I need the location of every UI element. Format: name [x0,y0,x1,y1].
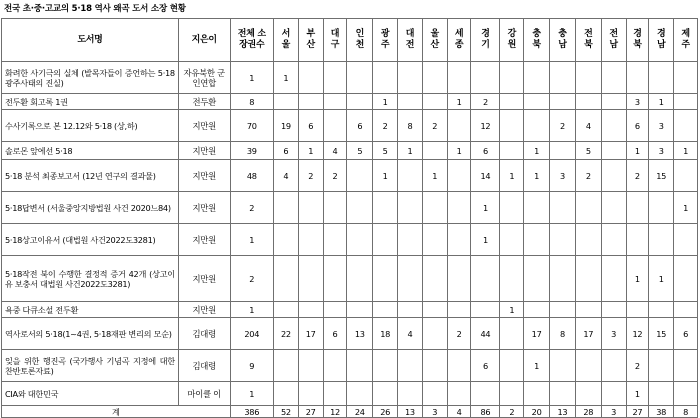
region-count-cell [524,62,550,94]
region-count-cell [674,110,698,142]
region-count-cell: 15 [649,160,674,192]
region-total-cell: 52 [273,406,298,418]
region-count-cell [323,302,347,318]
author-cell: 자유북한 군인연합 [178,62,230,94]
region-count-cell [422,62,447,94]
region-count-cell [500,110,524,142]
region-count-cell [575,192,601,224]
region-count-cell [273,192,298,224]
table-row [2,192,698,224]
header-region: 경남 [649,19,674,62]
region-count-cell [674,350,698,382]
region-total-cell: 86 [471,406,500,418]
region-count-cell [298,350,323,382]
author-cell: 지만원 [178,192,230,224]
region-count-cell [347,192,373,224]
author-cell: 김대령 [178,318,230,350]
total-label: 계 [2,406,231,418]
total-count-cell: 1 [230,382,273,406]
region-count-cell: 44 [471,318,500,350]
region-count-cell [323,224,347,256]
region-count-cell [601,142,626,160]
region-count-cell [422,94,447,110]
table-row [2,142,698,160]
region-count-cell [471,302,500,318]
region-count-cell [422,350,447,382]
region-count-cell [422,318,447,350]
region-count-cell [273,302,298,318]
region-count-cell [323,256,347,302]
header-region: 경기 [471,19,500,62]
region-count-cell [323,350,347,382]
header-author: 지은이 [178,19,230,62]
book-title-cell: 역사로서의 5·18(1~4권, 5·18재판 변리의 모순) [2,318,179,350]
region-count-cell: 2 [323,160,347,192]
region-count-cell [626,302,649,318]
region-count-cell: 1 [471,192,500,224]
region-total-cell: 12 [323,406,347,418]
region-count-cell: 3 [626,94,649,110]
header-region: 서울 [273,19,298,62]
region-total-cell: 4 [447,406,471,418]
region-count-cell: 4 [273,160,298,192]
region-count-cell [674,224,698,256]
total-count-cell: 70 [230,110,273,142]
region-count-cell [447,110,471,142]
region-count-cell [674,94,698,110]
region-count-cell [398,94,423,110]
header-region: 대구 [323,19,347,62]
header-region: 전북 [575,19,601,62]
region-count-cell [298,224,323,256]
region-count-cell: 1 [422,160,447,192]
region-count-cell [524,110,550,142]
region-count-cell: 2 [422,110,447,142]
region-count-cell: 6 [323,318,347,350]
region-count-cell [298,302,323,318]
region-count-cell [447,302,471,318]
region-count-cell: 8 [398,110,423,142]
region-count-cell: 3 [649,110,674,142]
region-count-cell: 4 [575,110,601,142]
region-count-cell: 4 [398,318,423,350]
region-count-cell [601,110,626,142]
region-count-cell: 6 [347,110,373,142]
region-count-cell [601,302,626,318]
region-count-cell [601,350,626,382]
region-count-cell [500,350,524,382]
grand-total-cell: 386 [230,406,273,418]
region-count-cell [550,142,576,160]
region-count-cell [500,142,524,160]
region-total-cell: 2 [500,406,524,418]
region-count-cell [273,224,298,256]
region-count-cell: 6 [273,142,298,160]
region-count-cell [550,350,576,382]
region-count-cell [298,192,323,224]
region-count-cell [447,62,471,94]
region-count-cell [422,142,447,160]
region-count-cell: 1 [626,382,649,406]
region-count-cell: 1 [524,350,550,382]
author-cell: 지만원 [178,302,230,318]
region-count-cell [273,94,298,110]
region-count-cell [500,94,524,110]
region-count-cell [447,224,471,256]
region-count-cell: 1 [626,256,649,302]
region-count-cell [447,350,471,382]
region-count-cell [649,350,674,382]
region-count-cell [298,94,323,110]
author-cell: 지만원 [178,110,230,142]
book-title-cell: 화려한 사기극의 실체 (발목자들이 증언하는 5·18 광주사태의 진실) [2,62,179,94]
table-row [2,94,698,110]
region-count-cell: 1 [273,62,298,94]
region-count-cell [575,256,601,302]
region-count-cell [323,192,347,224]
region-count-cell [471,62,500,94]
author-cell: 지만원 [178,160,230,192]
region-count-cell [524,224,550,256]
region-count-cell [601,94,626,110]
header-region: 광주 [373,19,398,62]
region-count-cell: 2 [471,94,500,110]
region-count-cell: 2 [447,318,471,350]
header-region: 전남 [601,19,626,62]
region-count-cell [575,62,601,94]
region-count-cell [626,192,649,224]
region-total-cell: 27 [298,406,323,418]
region-count-cell [398,62,423,94]
table-row [2,256,698,302]
region-count-cell [674,256,698,302]
region-count-cell: 2 [626,160,649,192]
region-count-cell [626,224,649,256]
region-count-cell: 1 [500,160,524,192]
region-count-cell [347,160,373,192]
region-count-cell [524,302,550,318]
header-region: 울산 [422,19,447,62]
region-count-cell: 1 [373,94,398,110]
region-count-cell [649,62,674,94]
region-count-cell [601,224,626,256]
region-count-cell [601,62,626,94]
region-count-cell [550,192,576,224]
region-count-cell [674,302,698,318]
region-count-cell [500,318,524,350]
region-count-cell [373,192,398,224]
region-total-cell: 28 [575,406,601,418]
region-count-cell: 2 [298,160,323,192]
region-count-cell [649,302,674,318]
table-row [2,350,698,382]
region-count-cell: 2 [626,350,649,382]
book-title-cell: 5·18상고이유서 (대법원 사건2022도3281) [2,224,179,256]
region-count-cell [347,94,373,110]
header-total: 전체 소장권수 [230,19,273,62]
total-count-cell: 39 [230,142,273,160]
region-count-cell: 1 [524,160,550,192]
region-count-cell: 22 [273,318,298,350]
book-title-cell: 5·18 분석 최종보고서 (12년 연구의 결과물) [2,160,179,192]
region-count-cell: 2 [373,110,398,142]
header-row [2,19,698,62]
region-count-cell [601,192,626,224]
region-total-cell: 26 [373,406,398,418]
total-count-cell: 1 [230,224,273,256]
region-count-cell: 17 [575,318,601,350]
region-count-cell [298,62,323,94]
region-count-cell [398,224,423,256]
header-book: 도서명 [2,19,179,62]
region-count-cell [447,192,471,224]
region-count-cell [422,302,447,318]
author-cell: 지만원 [178,224,230,256]
book-title-cell: 5·18작전 북이 수행한 결정적 증거 42개 (상고이유 보충서 대법원 사건2022도3281) [2,256,179,302]
region-count-cell: 1 [398,142,423,160]
region-total-cell: 13 [550,406,576,418]
region-count-cell [471,256,500,302]
region-count-cell: 17 [298,318,323,350]
region-count-cell [626,62,649,94]
region-count-cell [422,224,447,256]
region-count-cell: 6 [471,350,500,382]
author-cell: 지만원 [178,142,230,160]
region-count-cell: 8 [550,318,576,350]
table-row [2,62,698,94]
region-count-cell: 6 [471,142,500,160]
author-cell: 마이클 이 [178,382,230,406]
total-row [2,406,698,418]
header-region: 부산 [298,19,323,62]
book-title-cell: 욕중 다큐소설 전두환 [2,302,179,318]
region-count-cell [447,160,471,192]
total-count-cell: 8 [230,94,273,110]
author-cell: 김대령 [178,350,230,382]
region-count-cell: 1 [626,142,649,160]
region-count-cell: 1 [447,94,471,110]
region-count-cell: 15 [649,318,674,350]
region-count-cell [373,350,398,382]
region-count-cell [422,256,447,302]
region-count-cell [601,160,626,192]
book-title-cell: CIA와 대한민국 [2,382,179,406]
header-region: 충북 [524,19,550,62]
region-count-cell: 17 [524,318,550,350]
region-count-cell [524,256,550,302]
region-count-cell [347,350,373,382]
header-region: 충남 [550,19,576,62]
book-holdings-table [1,18,698,418]
region-total-cell: 13 [398,406,423,418]
region-count-cell [398,192,423,224]
region-count-cell [398,160,423,192]
total-count-cell: 204 [230,318,273,350]
region-total-cell: 24 [347,406,373,418]
region-count-cell [373,302,398,318]
region-count-cell [347,224,373,256]
region-count-cell [323,110,347,142]
region-count-cell [550,94,576,110]
region-count-cell [398,256,423,302]
region-count-cell [347,256,373,302]
region-count-cell [649,192,674,224]
region-count-cell: 5 [373,142,398,160]
region-count-cell: 1 [649,256,674,302]
region-count-cell [398,350,423,382]
region-count-cell: 1 [373,160,398,192]
region-count-cell [273,350,298,382]
author-cell: 지만원 [178,256,230,302]
region-count-cell: 12 [626,318,649,350]
region-count-cell: 6 [298,110,323,142]
region-count-cell: 3 [550,160,576,192]
region-count-cell: 3 [601,318,626,350]
book-title-cell: 잊을 위한 행진곡 (국가행사 기념곡 지정에 대한 찬반토론자료) [2,350,179,382]
region-count-cell: 6 [626,110,649,142]
region-count-cell [298,256,323,302]
region-count-cell [347,62,373,94]
table-row [2,110,698,142]
header-region: 경북 [626,19,649,62]
region-total-cell: 8 [674,406,698,418]
page-title: 전국 초·중·고교의 5·18 역사 왜곡 도서 소장 현황 [4,4,186,14]
region-total-cell: 38 [649,406,674,418]
author-cell: 전두환 [178,94,230,110]
region-count-cell [550,62,576,94]
region-count-cell [500,256,524,302]
region-count-cell [447,256,471,302]
region-count-cell [422,192,447,224]
region-count-cell [500,192,524,224]
region-count-cell: 1 [524,142,550,160]
region-count-cell [373,224,398,256]
region-count-cell: 1 [471,224,500,256]
total-count-cell: 1 [230,62,273,94]
table-row [2,318,698,350]
total-count-cell: 48 [230,160,273,192]
region-count-cell: 1 [649,94,674,110]
total-count-cell: 1 [230,302,273,318]
table-row [2,160,698,192]
region-count-cell [550,302,576,318]
region-count-cell [373,62,398,94]
region-count-cell: 12 [471,110,500,142]
region-count-cell [273,256,298,302]
region-count-cell [524,94,550,110]
region-count-cell [323,94,347,110]
region-count-cell: 18 [373,318,398,350]
book-title-cell: 수사기록으로 본 12.12와 5·18 (상,하) [2,110,179,142]
region-count-cell [674,62,698,94]
table-row [2,224,698,256]
book-title-cell: 솔로몬 앞에선 5·18 [2,142,179,160]
header-region: 대전 [398,19,423,62]
region-total-cell: 20 [524,406,550,418]
region-count-cell: 14 [471,160,500,192]
region-count-cell: 1 [674,142,698,160]
region-count-cell [649,224,674,256]
region-count-cell [500,224,524,256]
total-count-cell: 2 [230,256,273,302]
header-region: 세종 [447,19,471,62]
region-count-cell: 4 [323,142,347,160]
region-total-cell: 3 [601,406,626,418]
region-count-cell [601,256,626,302]
region-count-cell: 5 [575,142,601,160]
region-count-cell [373,256,398,302]
region-count-cell: 5 [347,142,373,160]
total-count-cell: 2 [230,192,273,224]
region-count-cell: 2 [575,160,601,192]
region-count-cell: 1 [674,192,698,224]
region-count-cell [524,192,550,224]
region-count-cell [575,224,601,256]
region-count-cell [347,302,373,318]
region-count-cell [575,94,601,110]
header-region: 인천 [347,19,373,62]
header-region: 강원 [500,19,524,62]
book-title-cell: 전두환 회고록 1권 [2,94,179,110]
region-count-cell: 2 [550,110,576,142]
region-count-cell [550,224,576,256]
region-count-cell: 6 [674,318,698,350]
region-count-cell: 13 [347,318,373,350]
header-region: 제주 [674,19,698,62]
region-count-cell: 1 [298,142,323,160]
region-count-cell: 1 [500,302,524,318]
total-count-cell: 9 [230,350,273,382]
region-count-cell [550,256,576,302]
region-count-cell [575,350,601,382]
region-total-cell: 27 [626,406,649,418]
table-row [2,302,698,318]
region-count-cell [500,62,524,94]
region-count-cell [575,302,601,318]
region-count-cell: 19 [273,110,298,142]
region-count-cell [398,302,423,318]
region-total-cell: 3 [422,406,447,418]
book-title-cell: 5·18답변서 (서울중앙지방법원 사건 2020느84) [2,192,179,224]
region-count-cell: 1 [447,142,471,160]
region-count-cell [674,160,698,192]
region-count-cell [323,62,347,94]
region-count-cell: 3 [649,142,674,160]
